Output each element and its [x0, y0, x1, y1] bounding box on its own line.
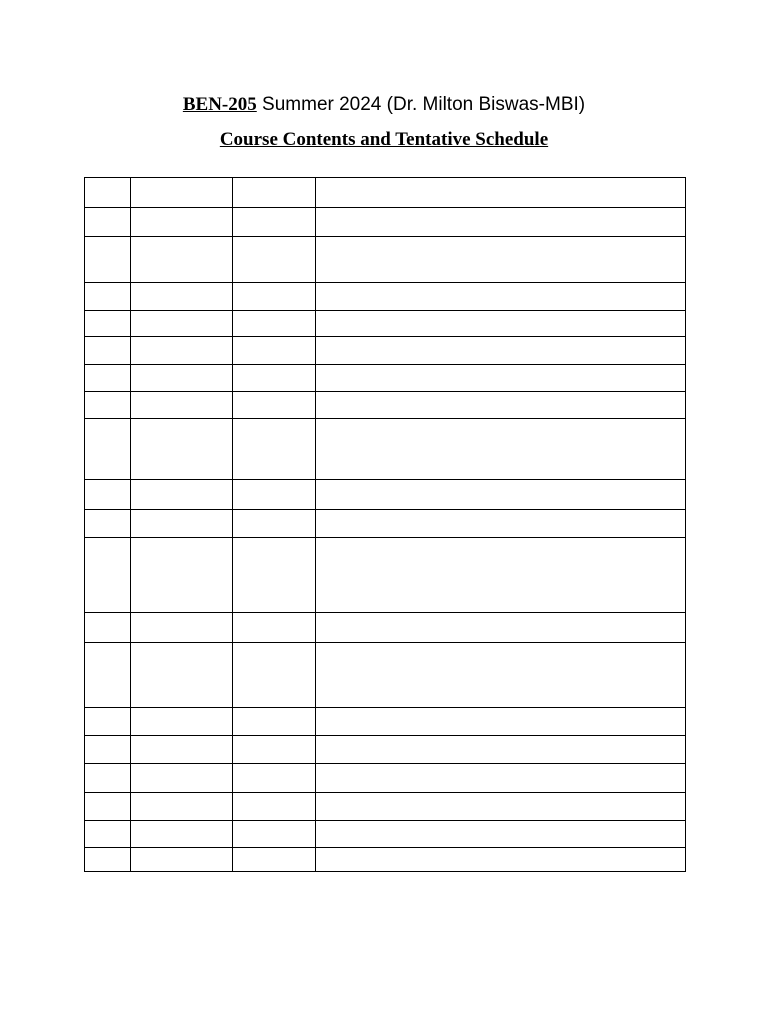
day-cell: [131, 337, 233, 365]
date-cell: [233, 337, 316, 365]
date-cell: [233, 708, 316, 736]
table-row: [85, 208, 686, 237]
serial-cell: [85, 613, 131, 643]
date-cell: [233, 821, 316, 848]
topic-cell: [316, 419, 686, 480]
day-cell: [131, 208, 233, 237]
day-cell: [131, 510, 233, 538]
date-cell: [233, 848, 316, 872]
date-cell: [233, 178, 316, 208]
topic-cell: [316, 337, 686, 365]
serial-cell: [85, 643, 131, 708]
date-cell: [233, 480, 316, 510]
topic-cell: [316, 208, 686, 237]
topic-cell: [316, 237, 686, 283]
serial-cell: [85, 365, 131, 392]
day-cell: [131, 643, 233, 708]
serial-cell: [85, 178, 131, 208]
table-row: [85, 538, 686, 613]
topic-cell: [316, 848, 686, 872]
topic-cell: [316, 480, 686, 510]
schedule-table: [84, 177, 686, 872]
table-row: [85, 283, 686, 311]
topic-cell: [316, 178, 686, 208]
topic-cell: [316, 538, 686, 613]
table-row: [85, 365, 686, 392]
topic-cell: [316, 392, 686, 419]
serial-cell: [85, 480, 131, 510]
table-row: [85, 821, 686, 848]
day-cell: [131, 848, 233, 872]
serial-cell: [85, 708, 131, 736]
topic-cell: [316, 311, 686, 337]
day-cell: [131, 736, 233, 764]
date-cell: [233, 283, 316, 311]
day-cell: [131, 311, 233, 337]
topic-cell: [316, 793, 686, 821]
serial-cell: [85, 848, 131, 872]
table-row: [85, 764, 686, 793]
date-cell: [233, 365, 316, 392]
date-cell: [233, 510, 316, 538]
table-row: [85, 793, 686, 821]
table-row: [85, 510, 686, 538]
date-cell: [233, 208, 316, 237]
table-row: [85, 643, 686, 708]
serial-cell: [85, 764, 131, 793]
course-code: BEN-205: [182, 94, 257, 115]
topic-cell: [316, 821, 686, 848]
serial-cell: [85, 821, 131, 848]
date-cell: [233, 643, 316, 708]
serial-cell: [85, 311, 131, 337]
table-row: [85, 237, 686, 283]
table-row: [85, 392, 686, 419]
serial-cell: [85, 419, 131, 480]
topic-cell: [316, 643, 686, 708]
serial-cell: [85, 237, 131, 283]
day-cell: [131, 392, 233, 419]
date-cell: [233, 311, 316, 337]
date-cell: [233, 764, 316, 793]
topic-cell: [316, 708, 686, 736]
serial-cell: [85, 283, 131, 311]
day-cell: [131, 708, 233, 736]
date-cell: [233, 793, 316, 821]
table-row: [85, 613, 686, 643]
schedule-table-body: [85, 178, 686, 872]
topic-cell: [316, 613, 686, 643]
serial-cell: [85, 793, 131, 821]
table-row: [85, 480, 686, 510]
day-cell: [131, 237, 233, 283]
serial-cell: [85, 337, 131, 365]
table-row: [85, 337, 686, 365]
date-cell: [233, 392, 316, 419]
day-cell: [131, 764, 233, 793]
topic-cell: [316, 510, 686, 538]
serial-cell: [85, 392, 131, 419]
date-cell: [233, 237, 316, 283]
topic-cell: [316, 764, 686, 793]
topic-cell: [316, 365, 686, 392]
date-cell: [233, 736, 316, 764]
table-row: [85, 708, 686, 736]
day-cell: [131, 283, 233, 311]
day-cell: [131, 613, 233, 643]
day-cell: [131, 178, 233, 208]
table-row: [85, 848, 686, 872]
date-cell: [233, 419, 316, 480]
day-cell: [131, 365, 233, 392]
schedule-subtitle: Course Contents and Tentative Schedule: [219, 129, 549, 150]
date-cell: [233, 613, 316, 643]
course-title: [0, 94, 768, 116]
table-row: [85, 419, 686, 480]
table-header-row: [85, 178, 686, 208]
serial-cell: [85, 510, 131, 538]
serial-cell: [85, 538, 131, 613]
day-cell: [131, 419, 233, 480]
day-cell: [131, 480, 233, 510]
serial-cell: [85, 208, 131, 237]
day-cell: [131, 793, 233, 821]
table-row: [85, 736, 686, 764]
table-row: [85, 311, 686, 337]
day-cell: [131, 538, 233, 613]
day-cell: [131, 821, 233, 848]
course-title-rest: Summer 2024 (Dr. Milton Biswas-MBI): [256, 94, 586, 115]
topic-cell: [316, 283, 686, 311]
topic-cell: [316, 736, 686, 764]
date-cell: [233, 538, 316, 613]
serial-cell: [85, 736, 131, 764]
